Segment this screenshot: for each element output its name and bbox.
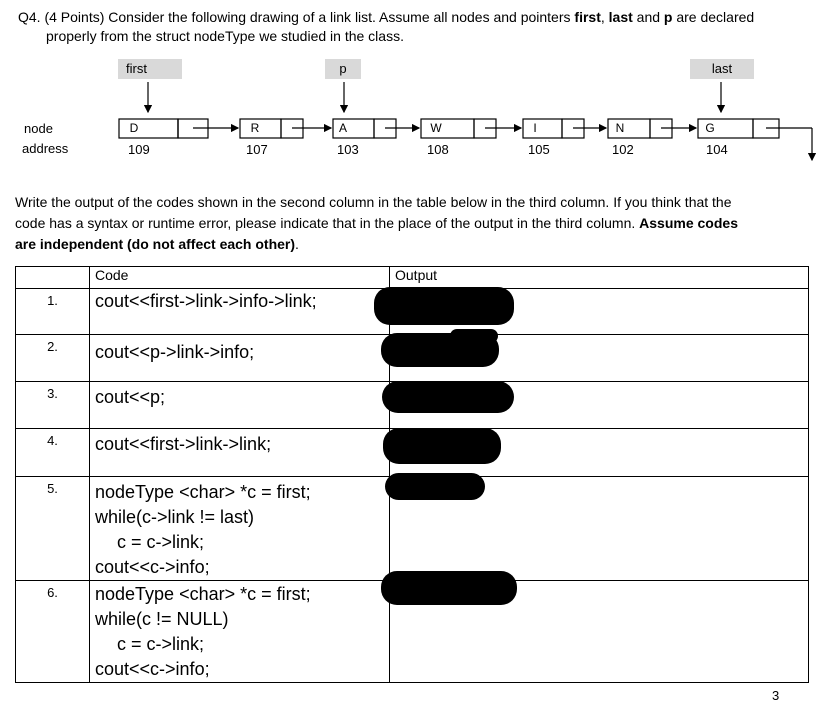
row-number: 6. [16, 581, 90, 683]
code-line: c = c->link; [117, 634, 205, 654]
node-address: 104 [706, 142, 728, 157]
p-pointer-label: p [325, 59, 361, 79]
header-output: Output [390, 267, 809, 289]
node-address: 108 [427, 142, 449, 157]
question-line-2: properly from the struct nodeType we studied in the class. [46, 28, 404, 44]
table-header-row [16, 267, 809, 289]
code-line: c = c->link; [117, 532, 205, 552]
code-line: cout<<p; [95, 387, 166, 407]
question-suffix: are declared [672, 9, 755, 25]
redaction-mark [382, 381, 514, 413]
instructions-line-2-text: code has a syntax or runtime error, please indicate that in the place of the output in the third column. [15, 215, 640, 231]
code-cell [90, 335, 390, 382]
row-number: 1. [16, 289, 90, 335]
p-keyword: p [663, 9, 673, 25]
question-text: Q4. (4 Points) Consider the following drawing of a link list. Assume all nodes and pointers [18, 9, 575, 25]
node-info: G [705, 121, 715, 135]
last-keyword: last [608, 9, 633, 25]
page-number: 3 [772, 688, 780, 703]
node-address: 102 [612, 142, 634, 157]
node-info: N [615, 121, 625, 135]
code-line: while(c->link != last) [95, 507, 255, 527]
code-cell [90, 581, 390, 683]
node-info: I [533, 121, 537, 135]
row-number: 5. [16, 477, 90, 581]
node-info: A [338, 121, 347, 135]
instructions-line-2-bold: Assume codes [639, 215, 738, 231]
redaction-mark [383, 428, 501, 464]
code-line: nodeType <char> *c = first; [95, 482, 311, 502]
node-address: 109 [128, 142, 150, 157]
node-address: 105 [528, 142, 550, 157]
redaction-mark [374, 287, 514, 325]
instructions-line-3-end: . [295, 236, 299, 252]
node-info: D [129, 121, 139, 135]
instructions [15, 192, 805, 255]
instructions-line-1: Write the output of the codes shown in the second column in the table below in the third column. If you think that the [15, 194, 732, 210]
node-row-label: node [24, 121, 53, 136]
code-cell [90, 289, 390, 335]
code-line: cout<<first->link->link; [95, 434, 272, 454]
node-address: 107 [246, 142, 268, 157]
code-line: cout<<p->link->info; [95, 342, 255, 362]
instructions-line-3-bold: are independent (do not affect each other) [15, 236, 296, 252]
redaction-mark [385, 473, 485, 500]
code-cell [90, 382, 390, 429]
instructions-line-3 [15, 234, 805, 255]
and-word: and [632, 9, 664, 25]
header-num-cell [16, 267, 90, 289]
first-pointer-label: first [118, 59, 182, 79]
row-number: 3. [16, 382, 90, 429]
diagram-lines [0, 0, 817, 180]
code-cell [90, 429, 390, 477]
code-line: cout<<c->info; [95, 557, 210, 577]
row-number: 4. [16, 429, 90, 477]
row-number: 2. [16, 335, 90, 382]
code-cell [90, 477, 390, 581]
node-info: R [250, 121, 260, 135]
header-code: Code [90, 267, 390, 289]
last-pointer-label: last [690, 59, 754, 79]
node-address: 103 [337, 142, 359, 157]
code-line: cout<<first->link->info->link; [95, 291, 317, 311]
first-keyword: first [574, 9, 601, 25]
code-line: nodeType <char> *c = first; [95, 584, 311, 604]
redaction-mark [381, 571, 517, 605]
address-row-label: address [22, 141, 69, 156]
redaction-mark [450, 329, 498, 343]
code-line: cout<<c->info; [95, 659, 210, 679]
comma: , [600, 9, 609, 25]
node-info: W [430, 121, 442, 135]
instructions-line-2 [15, 213, 805, 234]
code-line: while(c != NULL) [95, 609, 229, 629]
